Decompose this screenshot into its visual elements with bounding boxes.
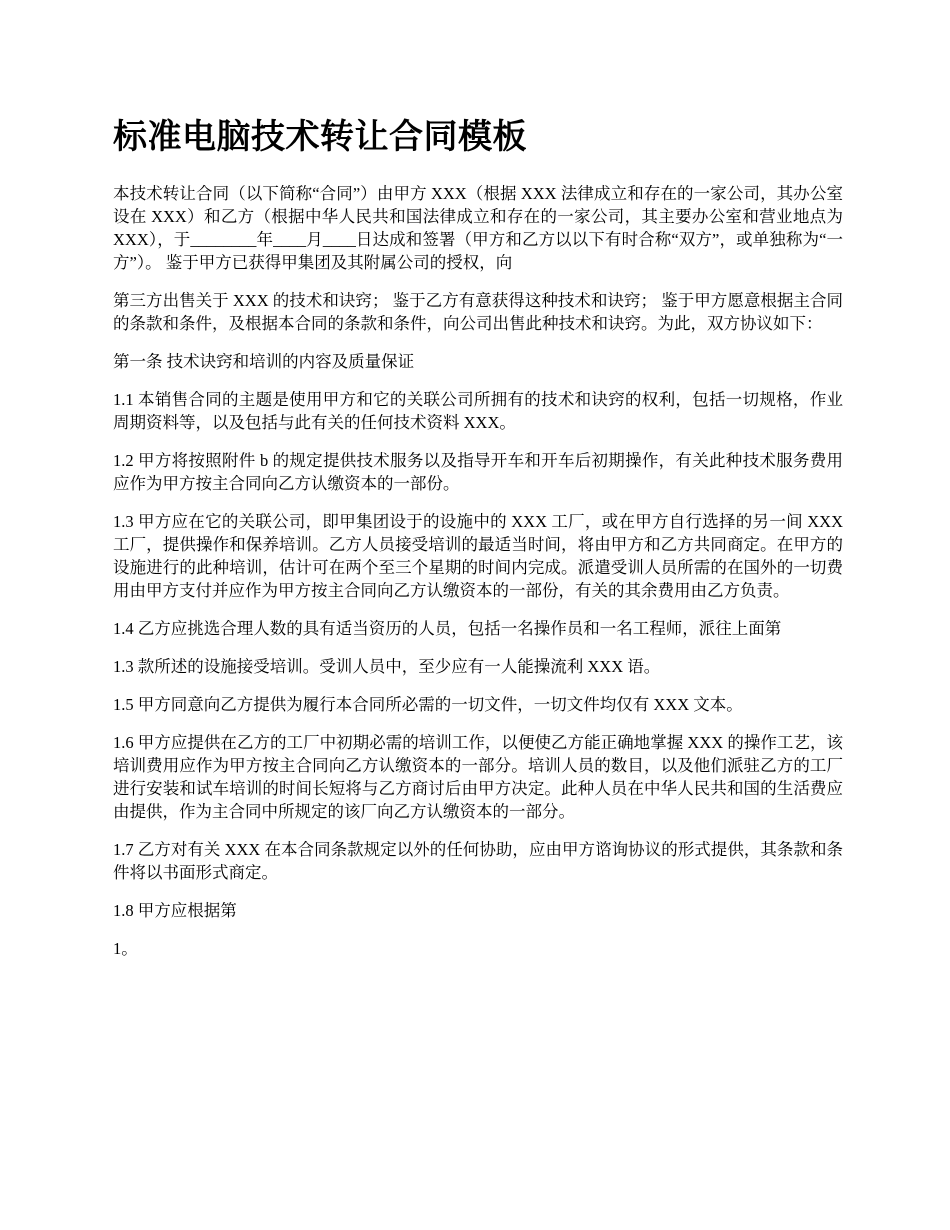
clause-1-3-continuation: 1.3 款所述的设施接受培训。受训人员中，至少应有一人能操流利 XXX 语。 — [113, 657, 661, 676]
article-heading: 第一条 技术诀窍和培训的内容及质量保证 — [113, 352, 415, 371]
clause-1-2: 1.2 甲方将按照附件 b 的规定提供技术服务以及指导开车和开车后初期操作，有关此种技术服务费用应作为甲方按主合同向乙方认缴资本的一部份。 — [113, 451, 843, 493]
clause-1-8: 1.8 甲方应根据第 — [113, 901, 237, 920]
preamble-paragraph: 本技术转让合同（以下简称“合同”）由甲方 XXX（根据 XXX 法律成立和存在的一家公司，其办公室设在 XXX）和乙方（根据中华人民共和国法律成立和存在的一家公司，其主要办公室和营业地点为 XXX），于________年____月____日达成和签署（甲方和乙方以以下有时合称“双方”，或单独称为“一方”）。 鉴于甲方已获得甲集团及其附属公司的授权，向 — [113, 184, 843, 272]
clause-1-4: 1.4 乙方应挑选合理人数的具有适当资历的人员，包括一名操作员和一名工程师，派往上面第 — [113, 619, 782, 638]
clause-1-3: 1.3 甲方应在它的关联公司，即甲集团设于的设施中的 XXX 工厂，或在甲方自行选择的另一间 XXX 工厂，提供操作和保养培训。乙方人员接受培训的最适当时间，将由甲方和乙方共同商定。在甲方的设施进行的此种培训，估计可在两个至三个星期的时间内完成。派遣受训人员所需的在国外的一切费用由甲方支付并应作为甲方按主合同向乙方认缴资本的一部份，有关的其余费用由乙方负责。 — [113, 512, 843, 600]
clause-1-5: 1.5 甲方同意向乙方提供为履行本合同所必需的一切文件，一切文件均仅有 XXX 文本。 — [113, 695, 743, 714]
clause-1-6: 1.6 甲方应提供在乙方的工厂中初期必需的培训工作，以便使乙方能正确地掌握 XXX 的操作工艺，该培训费用应作为甲方按主合同向乙方认缴资本的一部分。培训人员的数目，以及他们派驻乙方的工厂进行安装和试车培训的时间长短将与乙方商讨后由甲方决定。此种人员在中华人民共和国的生活费应由提供，作为主合同中所规定的该厂向乙方认缴资本的一部分。 — [113, 733, 843, 821]
document-page — [113, 112, 843, 975]
clause-1-7: 1.7 乙方对有关 XXX 在本合同条款规定以外的任何协助，应由甲方谘询协议的形式提供，其条款和条件将以书面形式商定。 — [113, 840, 843, 882]
clause-fragment: 1。 — [113, 939, 138, 958]
recitals-paragraph: 第三方出售关于 XXX 的技术和诀窍； 鉴于乙方有意获得这种技术和诀窍； 鉴于甲方愿意根据主合同的条款和条件，及根据本合同的条款和条件，向公司出售此种技术和诀窍。为此，双方协议如下： — [113, 291, 843, 333]
document-title: 标准电脑技术转让合同模板 — [113, 117, 527, 157]
clause-1-1: 1.1 本销售合同的主题是使用甲方和它的关联公司所拥有的技术和诀窍的权利，包括一切规格，作业周期资料等，以及包括与此有关的任何技术资料 XXX。 — [113, 390, 843, 432]
